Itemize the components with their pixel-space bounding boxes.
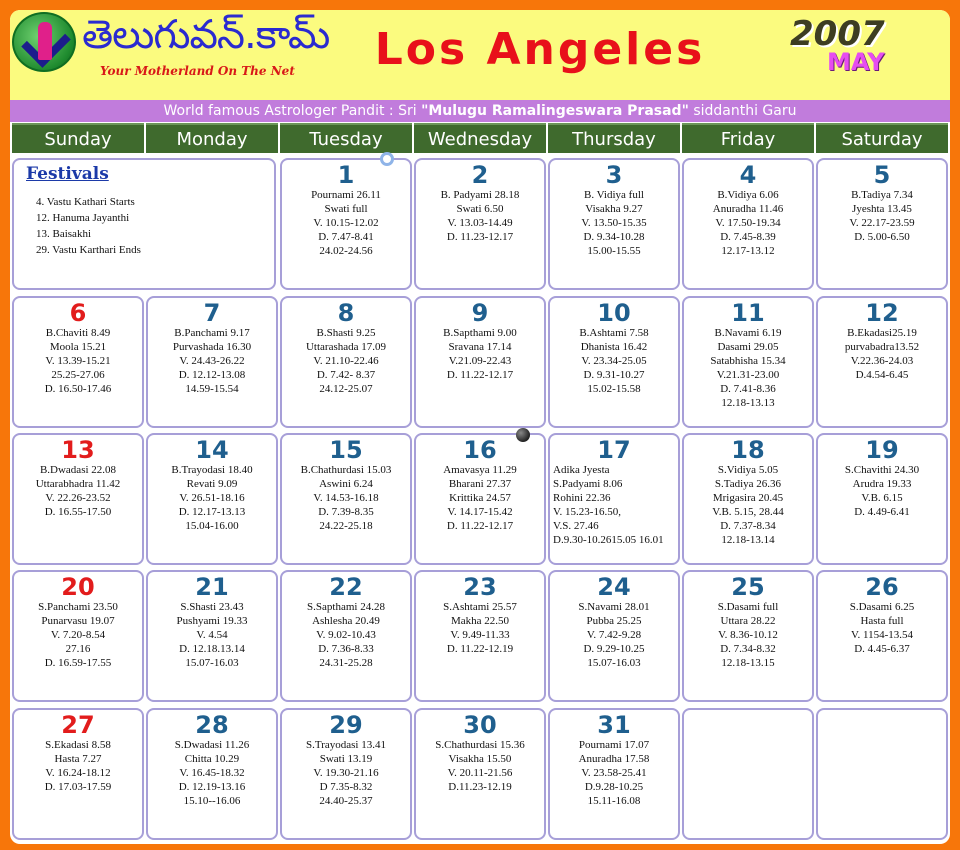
detail-line: B.Trayodasi 18.40 bbox=[171, 464, 253, 476]
banner-suffix: siddanthi Garu bbox=[688, 103, 797, 119]
detail-line: Swati 6.50 bbox=[456, 203, 504, 215]
weekday-header-wednesday: Wednesday bbox=[414, 123, 546, 153]
weekday-header-tuesday: Tuesday bbox=[280, 123, 412, 153]
detail-line: D. 7.47-8.41 bbox=[318, 231, 374, 243]
day-cell bbox=[548, 708, 680, 840]
day-details bbox=[416, 600, 544, 656]
detail-line: 15.02-15.58 bbox=[587, 383, 641, 395]
detail-line: D. 12.18.13.14 bbox=[179, 643, 245, 655]
day-cell bbox=[816, 158, 948, 290]
day-details bbox=[684, 600, 812, 670]
detail-line: B.Sapthami 9.00 bbox=[443, 327, 517, 339]
detail-line: Hasta 7.27 bbox=[54, 753, 102, 765]
detail-line: Ashlesha 20.49 bbox=[312, 615, 380, 627]
detail-line: Swati full bbox=[324, 203, 368, 215]
day-number: 18 bbox=[731, 436, 765, 464]
day-details bbox=[148, 463, 276, 533]
day-number: 14 bbox=[195, 436, 229, 464]
day-cell bbox=[816, 296, 948, 428]
empty-day-cell bbox=[816, 708, 948, 840]
detail-line: V.22.36-24.03 bbox=[850, 355, 914, 367]
detail-line: V.21.09-22.43 bbox=[448, 355, 512, 367]
detail-line: D.11.23-12.19 bbox=[448, 781, 512, 793]
day-details bbox=[282, 600, 410, 670]
detail-line: S.Vidiya 5.05 bbox=[717, 464, 779, 476]
day-number: 24 bbox=[597, 573, 631, 601]
detail-line: V. 10.15-12.02 bbox=[313, 217, 379, 229]
day-number: 23 bbox=[463, 573, 497, 601]
day-number: 21 bbox=[195, 573, 229, 601]
detail-line: D. 11.23-12.17 bbox=[446, 231, 514, 243]
festival-item: 4. Vastu Kathari Starts bbox=[36, 196, 135, 208]
detail-line: V. 23.58-25.41 bbox=[581, 767, 647, 779]
detail-line: Swati 13.19 bbox=[319, 753, 373, 765]
day-number: 4 bbox=[739, 161, 757, 189]
site-name[interactable]: తెలుగువన్.కామ్ bbox=[82, 12, 330, 58]
day-number: 2 bbox=[471, 161, 489, 189]
detail-line: Punarvasu 19.07 bbox=[41, 615, 115, 627]
day-number: 11 bbox=[731, 299, 765, 327]
day-number: 9 bbox=[471, 299, 489, 327]
weekday-header-saturday: Saturday bbox=[816, 123, 948, 153]
day-details bbox=[818, 326, 946, 382]
detail-line: D. 12.17-13.13 bbox=[178, 506, 246, 518]
detail-line: V. 16.24-18.12 bbox=[45, 767, 111, 779]
day-number: 19 bbox=[865, 436, 899, 464]
day-cell bbox=[548, 158, 680, 290]
day-cell bbox=[414, 433, 546, 565]
detail-line: 15.11-16.08 bbox=[587, 795, 641, 807]
detail-line: Pubba 25.25 bbox=[586, 615, 642, 627]
day-cell bbox=[682, 158, 814, 290]
site-logo[interactable] bbox=[12, 12, 76, 72]
day-cell bbox=[548, 296, 680, 428]
detail-line: Amavasya 11.29 bbox=[443, 464, 517, 476]
day-cell bbox=[146, 708, 278, 840]
day-cell bbox=[682, 570, 814, 702]
detail-line: D. 12.12-13.08 bbox=[178, 369, 246, 381]
detail-line: S.Ekadasi 8.58 bbox=[45, 739, 111, 751]
dancer-figure-icon bbox=[38, 22, 52, 60]
month-label: MAY bbox=[827, 48, 885, 76]
day-cell bbox=[146, 296, 278, 428]
empty-day-cell bbox=[682, 708, 814, 840]
detail-line: D. 11.22-12.17 bbox=[446, 520, 514, 532]
detail-line: 15.07-16.03 bbox=[587, 657, 641, 669]
detail-line: V. 21.10-22.46 bbox=[313, 355, 379, 367]
detail-line: V. 23.34-25.05 bbox=[581, 355, 647, 367]
day-number: 6 bbox=[69, 299, 87, 327]
detail-line: D. 9.34-10.28 bbox=[583, 231, 645, 243]
detail-line: V. 16.45-18.32 bbox=[179, 767, 245, 779]
detail-line: Anuradha 17.58 bbox=[578, 753, 650, 765]
day-cell bbox=[816, 570, 948, 702]
day-cell bbox=[146, 570, 278, 702]
detail-line: B.Panchami 9.17 bbox=[174, 327, 250, 339]
day-details bbox=[684, 326, 812, 410]
day-number: 31 bbox=[597, 711, 631, 739]
detail-line: Dhanista 16.42 bbox=[580, 341, 648, 353]
festival-item: 13. Baisakhi bbox=[36, 228, 91, 240]
day-cell bbox=[12, 570, 144, 702]
detail-line: S.Chavithi 24.30 bbox=[844, 464, 920, 476]
day-cell bbox=[280, 158, 412, 290]
detail-line: D. 7.34-8.32 bbox=[720, 643, 776, 655]
detail-line: D. 11.22-12.19 bbox=[446, 643, 514, 655]
festivals-list bbox=[36, 194, 141, 258]
day-number: 22 bbox=[329, 573, 363, 601]
day-details bbox=[550, 600, 678, 670]
day-number: 12 bbox=[865, 299, 899, 327]
detail-line: Sravana 17.14 bbox=[448, 341, 512, 353]
detail-line: V. 22.26-23.52 bbox=[45, 492, 111, 504]
detail-line: 15.00-15.55 bbox=[587, 245, 641, 257]
day-details bbox=[550, 738, 678, 808]
detail-line: V.B. 6.15 bbox=[861, 492, 903, 504]
detail-line: 24.22-25.18 bbox=[319, 520, 373, 532]
detail-line: Chitta 10.29 bbox=[184, 753, 240, 765]
detail-line: D. 7.45-8.39 bbox=[720, 231, 776, 243]
day-details bbox=[416, 188, 544, 244]
detail-line: B.Tadiya 7.34 bbox=[851, 189, 913, 201]
detail-line: B.Shasti 9.25 bbox=[316, 327, 376, 339]
detail-line: S.Trayodasi 13.41 bbox=[306, 739, 386, 751]
detail-line: Jyeshta 13.45 bbox=[852, 203, 912, 215]
detail-line: D. 9.29-10.25 bbox=[583, 643, 645, 655]
day-cell bbox=[548, 433, 680, 565]
detail-line: S.Sapthami 24.28 bbox=[307, 601, 385, 613]
day-details bbox=[550, 463, 678, 547]
year-label: 2007 bbox=[790, 14, 885, 54]
detail-line: V. 15.23-16.50, bbox=[553, 506, 621, 518]
day-number: 16 bbox=[463, 436, 497, 464]
day-details bbox=[550, 326, 678, 396]
day-number: 28 bbox=[195, 711, 229, 739]
detail-line: S.Shasti 23.43 bbox=[180, 601, 244, 613]
detail-line: D. 12.19-13.16 bbox=[178, 781, 246, 793]
detail-line: D.9.28-10.25 bbox=[584, 781, 644, 793]
day-details bbox=[282, 463, 410, 533]
detail-line: S.Chathurdasi 15.36 bbox=[435, 739, 525, 751]
detail-line: 27.16 bbox=[65, 643, 91, 655]
detail-line: V.S. 27.46 bbox=[553, 520, 599, 532]
detail-line: Krittika 24.57 bbox=[449, 492, 511, 504]
banner-prefix: World famous Astrologer Pandit : Sri bbox=[163, 103, 422, 119]
detail-line: B.Dwadasi 22.08 bbox=[39, 464, 117, 476]
day-number: 20 bbox=[61, 573, 95, 601]
detail-line: B.Vidiya 6.06 bbox=[717, 189, 779, 201]
detail-line: D 7.35-8.32 bbox=[319, 781, 373, 793]
detail-line: Mrigasira 20.45 bbox=[712, 492, 784, 504]
detail-line: D. 4.45-6.37 bbox=[854, 643, 910, 655]
day-cell bbox=[280, 708, 412, 840]
header bbox=[10, 10, 950, 100]
detail-line: Dasami 29.05 bbox=[717, 341, 779, 353]
detail-line: V. 14.17-15.42 bbox=[447, 506, 513, 518]
detail-line: V.B. 5.15, 28.44 bbox=[712, 506, 784, 518]
day-cell bbox=[280, 296, 412, 428]
white-dot-marker bbox=[380, 152, 394, 166]
day-details bbox=[282, 738, 410, 808]
day-cell bbox=[816, 433, 948, 565]
black-dot-marker bbox=[516, 428, 530, 442]
day-details bbox=[818, 463, 946, 519]
detail-line: D. 7.39-8.35 bbox=[318, 506, 374, 518]
detail-line: Purvashada 16.30 bbox=[172, 341, 252, 353]
day-cell bbox=[12, 296, 144, 428]
detail-line: Rohini 22.36 bbox=[553, 492, 611, 504]
day-details bbox=[148, 738, 276, 808]
weekday-header-friday: Friday bbox=[682, 123, 814, 153]
festival-item: 29. Vastu Karthari Ends bbox=[36, 244, 141, 256]
detail-line: 12.18-13.13 bbox=[721, 397, 775, 409]
detail-line: D.4.54-6.45 bbox=[855, 369, 909, 381]
day-cell bbox=[548, 570, 680, 702]
day-details bbox=[550, 188, 678, 258]
day-number: 30 bbox=[463, 711, 497, 739]
detail-line: Bharani 27.37 bbox=[448, 478, 512, 490]
detail-line: S.Padyami 8.06 bbox=[553, 478, 623, 490]
day-cell bbox=[12, 708, 144, 840]
detail-line: Pournami 17.07 bbox=[578, 739, 650, 751]
detail-line: Visakha 9.27 bbox=[585, 203, 643, 215]
day-details bbox=[818, 600, 946, 656]
day-number: 1 bbox=[337, 161, 355, 189]
detail-line: V. 19.30-21.16 bbox=[313, 767, 379, 779]
detail-line: V. 24.43-26.22 bbox=[179, 355, 245, 367]
banner-name: "Mulugu Ramalingeswara Prasad" bbox=[421, 103, 689, 119]
detail-line: B.Chathurdasi 15.03 bbox=[300, 464, 392, 476]
site-tagline: Your Motherland On The Net bbox=[100, 64, 295, 78]
day-details bbox=[416, 738, 544, 794]
day-details bbox=[14, 738, 142, 794]
detail-line: 12.18-13.15 bbox=[721, 657, 775, 669]
detail-line: D. 16.59-17.55 bbox=[44, 657, 112, 669]
detail-line: 24.12-25.07 bbox=[319, 383, 373, 395]
day-number: 13 bbox=[61, 436, 95, 464]
detail-line: V. 9.02-10.43 bbox=[316, 629, 376, 641]
detail-line: B.Navami 6.19 bbox=[714, 327, 782, 339]
detail-line: Aswini 6.24 bbox=[319, 478, 373, 490]
detail-line: D. 11.22-12.17 bbox=[446, 369, 514, 381]
detail-line: 15.10--16.06 bbox=[183, 795, 241, 807]
day-cell bbox=[414, 158, 546, 290]
detail-line: V. 13.50-15.35 bbox=[581, 217, 647, 229]
detail-line: V. 13.39-15.21 bbox=[45, 355, 111, 367]
day-cell bbox=[280, 433, 412, 565]
detail-line: 24.40-25.37 bbox=[319, 795, 373, 807]
detail-line: V. 4.54 bbox=[196, 629, 228, 641]
detail-line: purvabadra13.52 bbox=[844, 341, 920, 353]
detail-line: V. 20.11-21.56 bbox=[447, 767, 513, 779]
day-number: 29 bbox=[329, 711, 363, 739]
city-title: Los Angeles bbox=[374, 24, 706, 75]
detail-line: S.Ashtami 25.57 bbox=[443, 601, 517, 613]
day-details bbox=[818, 188, 946, 244]
day-details bbox=[14, 463, 142, 519]
detail-line: Uttarashada 17.09 bbox=[305, 341, 387, 353]
day-number: 25 bbox=[731, 573, 765, 601]
detail-line: D. 7.36-8.33 bbox=[318, 643, 374, 655]
detail-line: D. 4.49-6.41 bbox=[854, 506, 910, 518]
day-details bbox=[148, 326, 276, 396]
day-cell bbox=[12, 433, 144, 565]
day-number: 3 bbox=[605, 161, 623, 189]
detail-line: S.Dwadasi 11.26 bbox=[174, 739, 250, 751]
detail-line: D. 16.50-17.46 bbox=[44, 383, 112, 395]
day-details bbox=[282, 188, 410, 258]
day-details bbox=[14, 326, 142, 396]
day-number: 8 bbox=[337, 299, 355, 327]
detail-line: Uttarabhadra 11.42 bbox=[35, 478, 121, 490]
detail-line: D. 7.41-8.36 bbox=[720, 383, 776, 395]
detail-line: Revati 9.09 bbox=[186, 478, 238, 490]
detail-line: S.Dasami full bbox=[717, 601, 779, 613]
detail-line: D. 5.00-6.50 bbox=[854, 231, 910, 243]
day-number: 7 bbox=[203, 299, 221, 327]
detail-line: 25.25-27.06 bbox=[51, 369, 105, 381]
detail-line: S.Dasami 6.25 bbox=[849, 601, 915, 613]
day-number: 10 bbox=[597, 299, 631, 327]
detail-line: D.9.30-10.2615.05 16.01 bbox=[553, 534, 664, 546]
detail-line: 12.17-13.12 bbox=[721, 245, 775, 257]
detail-line: V. 7.20-8.54 bbox=[50, 629, 106, 641]
detail-line: 15.04-16.00 bbox=[185, 520, 239, 532]
detail-line: B. Padyami 28.18 bbox=[440, 189, 520, 201]
day-cell bbox=[280, 570, 412, 702]
detail-line: Arudra 19.33 bbox=[852, 478, 912, 490]
detail-line: V.21.31-23.00 bbox=[716, 369, 780, 381]
detail-line: Moola 15.21 bbox=[49, 341, 107, 353]
detail-line: Anuradha 11.46 bbox=[712, 203, 784, 215]
detail-line: V. 26.51-18.16 bbox=[179, 492, 245, 504]
festivals-title: Festivals bbox=[26, 164, 109, 184]
day-details bbox=[684, 188, 812, 258]
detail-line: D. 16.55-17.50 bbox=[44, 506, 112, 518]
detail-line: B.Chaviti 8.49 bbox=[45, 327, 111, 339]
day-cell bbox=[682, 296, 814, 428]
detail-line: D. 17.03-17.59 bbox=[44, 781, 112, 793]
detail-line: Visakha 15.50 bbox=[448, 753, 512, 765]
day-cell bbox=[146, 433, 278, 565]
festival-item: 12. Hanuma Jayanthi bbox=[36, 212, 130, 224]
day-details bbox=[282, 326, 410, 396]
detail-line: V. 14.53-16.18 bbox=[313, 492, 379, 504]
detail-line: Pournami 26.11 bbox=[311, 189, 381, 201]
detail-line: B. Vidiya full bbox=[584, 189, 644, 201]
calendar-frame bbox=[10, 10, 950, 844]
detail-line: D. 7.37-8.34 bbox=[720, 520, 776, 532]
detail-line: S.Tadiya 26.36 bbox=[714, 478, 782, 490]
detail-line: V. 8.36-10.12 bbox=[718, 629, 778, 641]
detail-line: Adika Jyesta bbox=[553, 464, 610, 476]
detail-line: V. 1154-13.54 bbox=[850, 629, 914, 641]
day-number: 27 bbox=[61, 711, 95, 739]
detail-line: 15.07-16.03 bbox=[185, 657, 239, 669]
weekday-header-monday: Monday bbox=[146, 123, 278, 153]
detail-line: B.Ashtami 7.58 bbox=[579, 327, 649, 339]
day-number: 26 bbox=[865, 573, 899, 601]
day-cell bbox=[414, 708, 546, 840]
day-number: 17 bbox=[597, 436, 631, 464]
detail-line: S.Navami 28.01 bbox=[578, 601, 650, 613]
day-details bbox=[416, 326, 544, 382]
detail-line: 14.59-15.54 bbox=[185, 383, 239, 395]
detail-line: Pushyami 19.33 bbox=[176, 615, 248, 627]
detail-line: V. 22.17-23.59 bbox=[849, 217, 915, 229]
day-details bbox=[14, 600, 142, 670]
detail-line: 24.31-25.28 bbox=[319, 657, 373, 669]
detail-line: 24.02-24.56 bbox=[319, 245, 373, 257]
festivals-box bbox=[12, 158, 276, 290]
detail-line: V. 13.03-14.49 bbox=[447, 217, 513, 229]
detail-line: V. 9.49-11.33 bbox=[450, 629, 510, 641]
weekday-header-sunday: Sunday bbox=[12, 123, 144, 153]
day-cell bbox=[414, 570, 546, 702]
detail-line: Makha 22.50 bbox=[450, 615, 510, 627]
day-cell bbox=[414, 296, 546, 428]
day-details bbox=[148, 600, 276, 670]
astrologer-banner bbox=[10, 100, 950, 122]
detail-line: 12.18-13.14 bbox=[721, 534, 775, 546]
detail-line: V. 17.50-19.34 bbox=[715, 217, 781, 229]
day-number: 15 bbox=[329, 436, 363, 464]
day-number: 5 bbox=[873, 161, 891, 189]
detail-line: Hasta full bbox=[860, 615, 904, 627]
detail-line: D. 7.42- 8.37 bbox=[316, 369, 376, 381]
detail-line: D. 9.31-10.27 bbox=[583, 369, 645, 381]
day-details bbox=[684, 463, 812, 547]
detail-line: Uttara 28.22 bbox=[720, 615, 776, 627]
detail-line: V. 7.42-9.28 bbox=[586, 629, 642, 641]
detail-line: S.Panchami 23.50 bbox=[38, 601, 118, 613]
detail-line: B.Ekadasi25.19 bbox=[847, 327, 917, 339]
detail-line: Satabhisha 15.34 bbox=[710, 355, 786, 367]
day-details bbox=[416, 463, 544, 533]
weekday-header-thursday: Thursday bbox=[548, 123, 680, 153]
day-cell bbox=[682, 433, 814, 565]
